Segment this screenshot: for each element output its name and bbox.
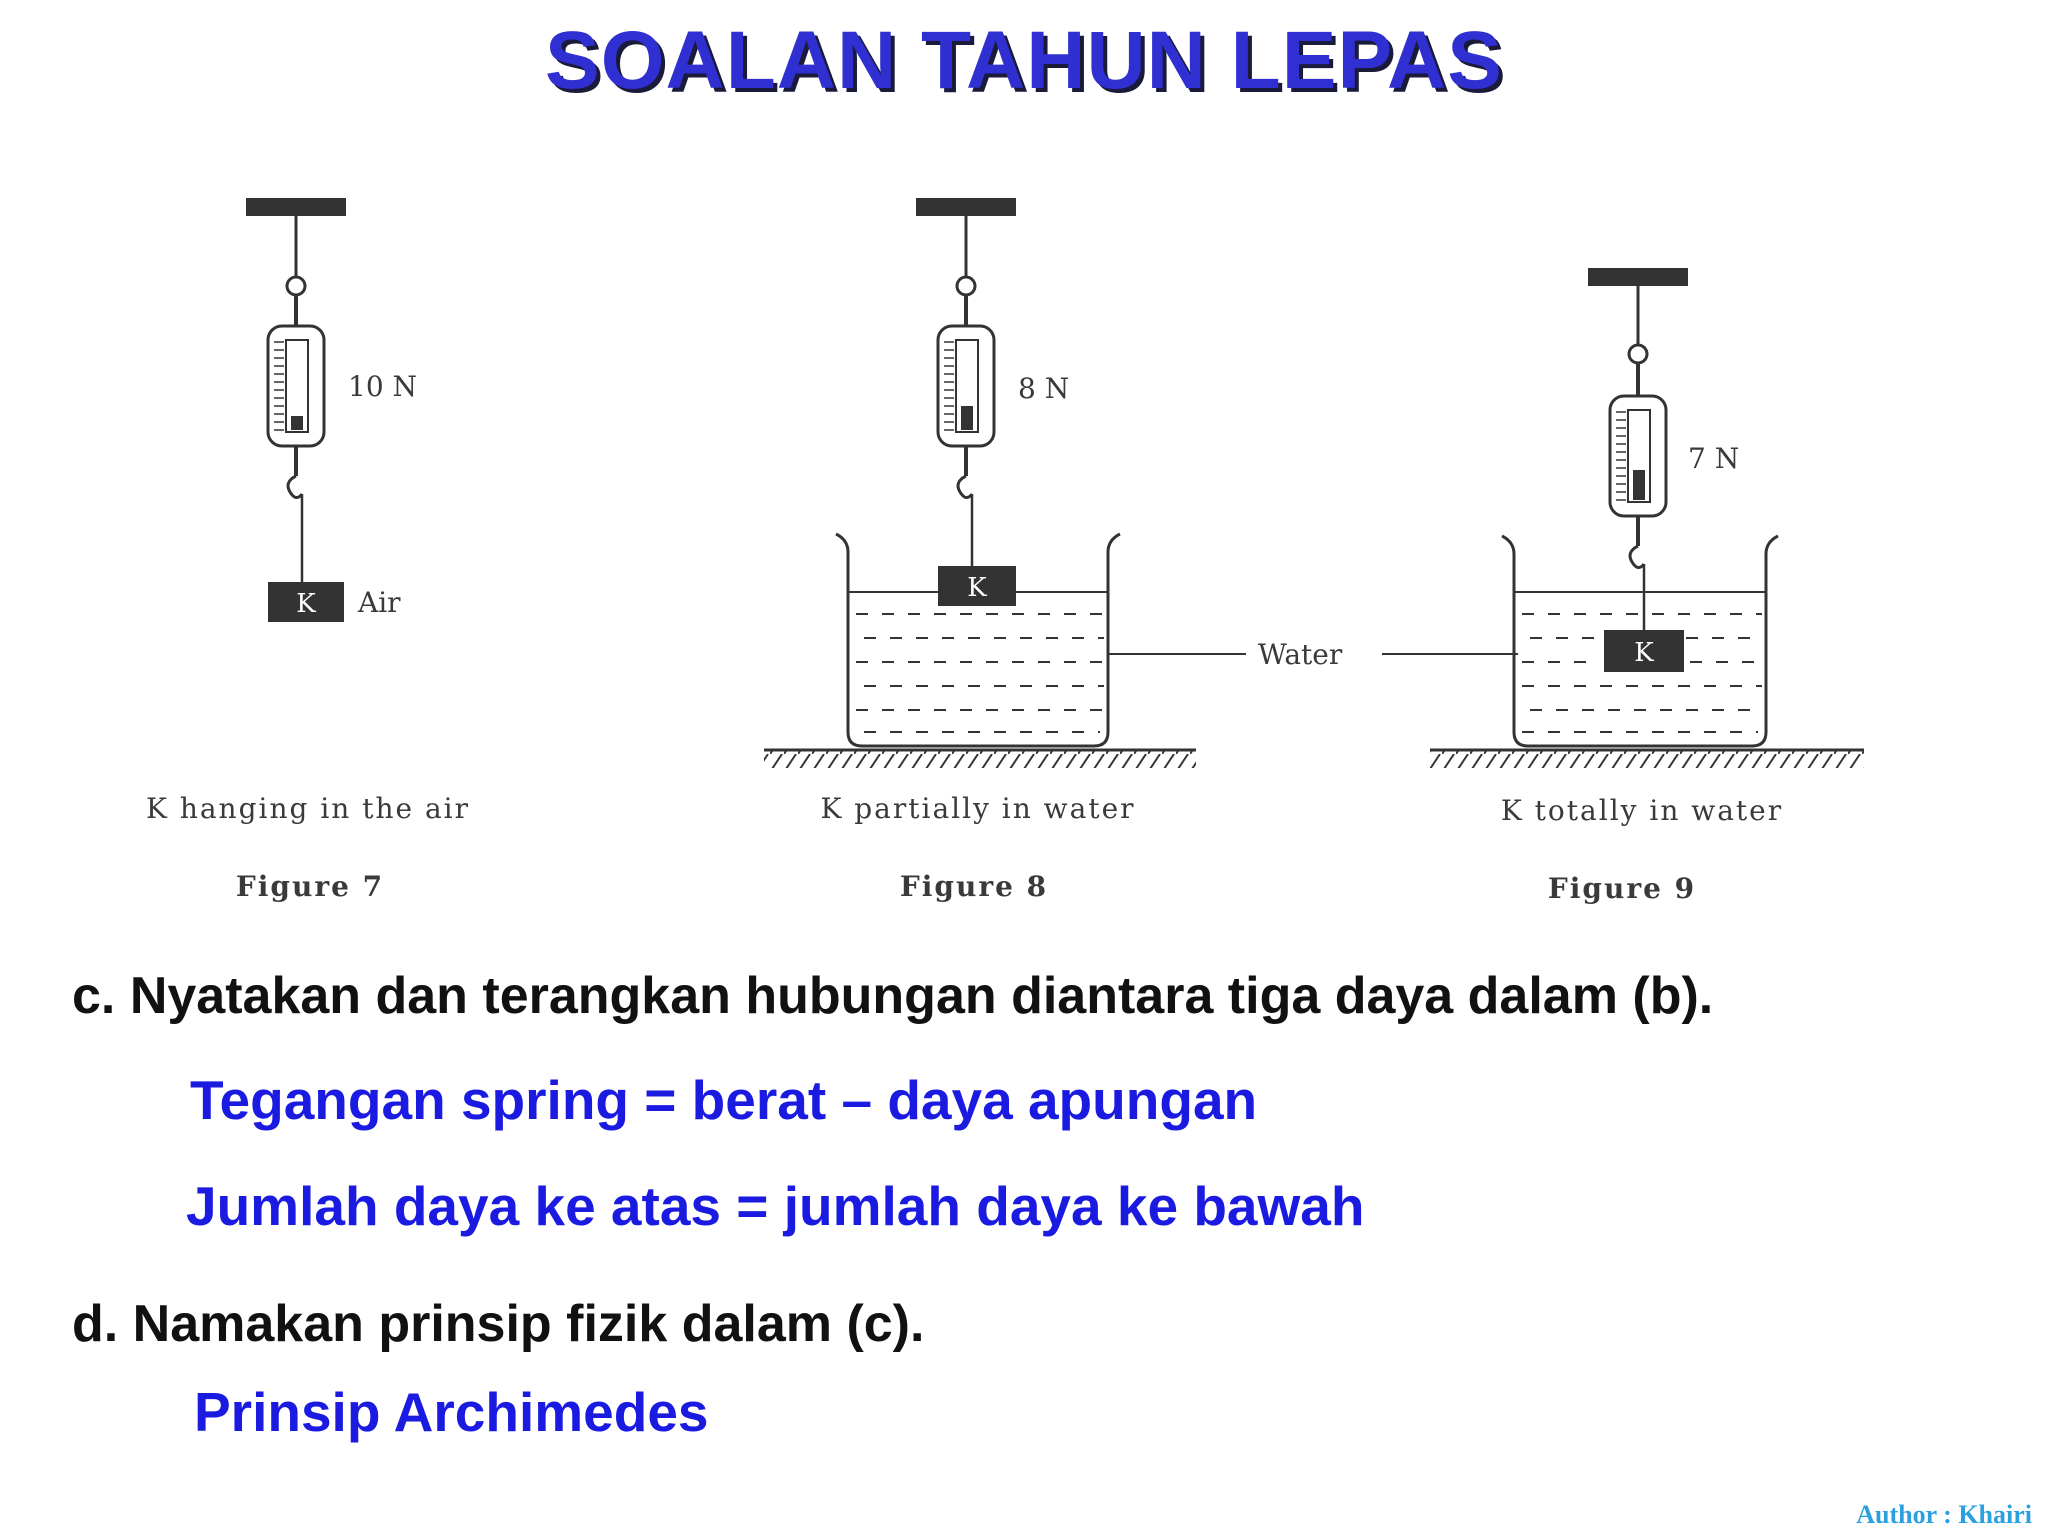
figure-9 (1430, 268, 1864, 905)
block-k-label-1: K (296, 589, 316, 619)
figure-caption-2: K partially in water (820, 792, 1136, 825)
water-label: Water (1258, 638, 1343, 671)
hook-2 (958, 476, 972, 498)
spring-balance-1 (268, 326, 324, 446)
hook-1 (288, 476, 302, 498)
answer-c-line-1: Tegangan spring = berat – daya apungan (190, 1069, 1258, 1131)
figure-caption-3: K totally in water (1500, 794, 1784, 827)
figure-caption-1: K hanging in the air (146, 792, 470, 825)
answer-d: Prinsip Archimedes (194, 1381, 709, 1443)
figure-label-2: Figure 8 (899, 870, 1049, 903)
answer-c-line-2: Jumlah daya ke atas = jumlah daya ke bawah (186, 1175, 1365, 1237)
spring-reading-2: 8 N (1018, 372, 1070, 405)
beaker-2 (836, 534, 1120, 746)
hanger-ring-2 (957, 277, 975, 295)
hook-3 (1630, 546, 1644, 568)
hanger-ring-3 (1629, 345, 1647, 363)
ceiling-support-1 (246, 198, 346, 216)
figure-label-3: Figure 9 (1547, 872, 1697, 905)
author-credit: Author : Khairi (1856, 1500, 2032, 1529)
water-callout (1108, 638, 1518, 671)
question-c: c. Nyatakan dan terangkan hubungan diantara tiga daya dalam (b). (72, 967, 1714, 1025)
water-2 (856, 614, 1104, 732)
ceiling-support-2 (916, 198, 1016, 216)
spring-balance-3 (1610, 396, 1666, 516)
block-k-label-2: K (967, 573, 987, 603)
spring-reading-3: 7 N (1688, 442, 1740, 475)
ceiling-support-3 (1588, 268, 1688, 286)
medium-label-air: Air (358, 586, 401, 619)
figure-8 (764, 198, 1196, 903)
page-title: SOALAN TAHUN LEPAS (545, 15, 1503, 106)
figure-7 (146, 198, 470, 903)
question-d: d. Namakan prinsip fizik dalam (c). (72, 1295, 925, 1353)
figure-label-1: Figure 7 (235, 870, 385, 903)
spring-reading-1: 10 N (348, 370, 418, 403)
hanger-ring-1 (287, 277, 305, 295)
block-k-label-3: K (1634, 638, 1654, 668)
figures-diagram (0, 160, 2048, 920)
spring-balance-2 (938, 326, 994, 446)
